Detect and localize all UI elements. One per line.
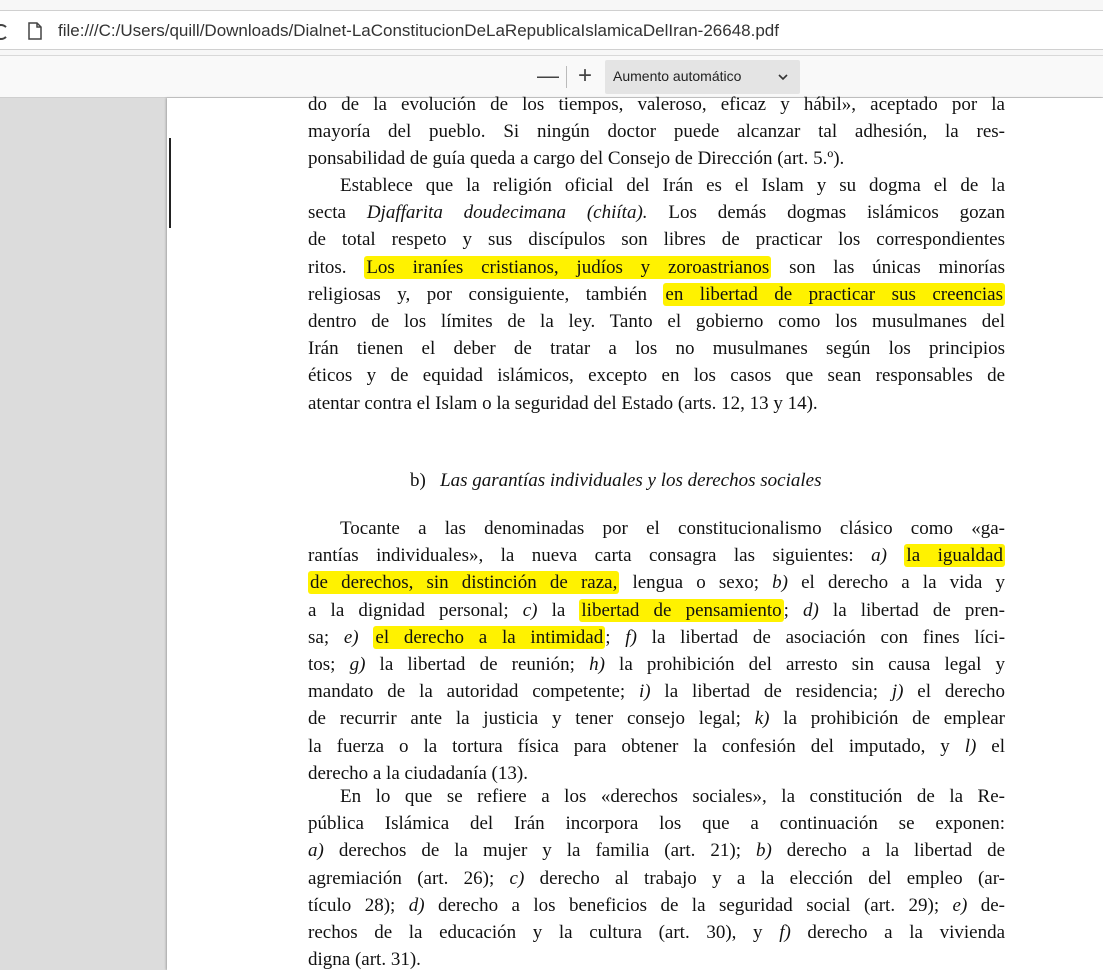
text-line: derecho a la ciudadanía (13).: [308, 762, 528, 784]
highlight[interactable]: libertad de pensamiento: [581, 599, 782, 621]
text-line: de derechos, sin distinción de raza, lengua o sexo; b) el derecho a la vida y: [310, 572, 1005, 594]
text-line: mayoría del pueblo. Si ningún doctor puede alcanzar tal adhesión, la res-: [308, 121, 1005, 143]
text-line: do de la evolución de los tiempos, valeroso, eficaz y hábil», aceptado por la: [308, 94, 1005, 115]
file-icon: [28, 22, 42, 40]
zoom-select[interactable]: [605, 60, 800, 94]
highlight[interactable]: la igualdad: [906, 545, 1003, 567]
text-line: a la dignidad personal; c) la libertad de pensamiento ; d) la libertad de pren-: [308, 599, 1005, 621]
text-line: tos; g) la libertad de reunión; h) la prohibición del arresto sin causa legal y: [308, 654, 1005, 676]
text-line: ponsabilidad de guía queda a cargo del Consejo de Dirección (art. 5.º).: [308, 148, 845, 170]
text-line: Irán tienen el deber de tratar a los no musulmanes según los principios: [308, 338, 1005, 360]
text-line: rantías individuales», la nueva carta consagra las siguientes: a) la igualdad: [308, 545, 1003, 567]
text-line: de total respeto y sus discípulos son libres de practicar los correspondientes: [308, 229, 1005, 251]
zoom-out-button[interactable]: —: [537, 63, 559, 88]
text-line: Establece que la religión oficial del Irán es el Islam y su dogma el de la: [340, 175, 1005, 196]
text-line: agremiación (art. 26); c) derecho al trabajo y a la elección del empleo (ar-: [308, 867, 1005, 889]
text-line: de recurrir ante la justicia y tener consejo legal; k) la prohibición de emplear: [308, 708, 1005, 730]
text-line: sa; e) el derecho a la intimidad ; f) la libertad de asociación con fines líci-: [308, 626, 1006, 648]
text-line: secta Djaffarita doudecimana (chiíta). Los demás dogmas islámicos gozan: [308, 202, 1005, 224]
text-line: pública Islámica del Irán incorpora los que a continuación se exponen:: [308, 813, 1005, 835]
paragraph-3: [308, 515, 1005, 787]
zoom-select-value: Aumento automático: [613, 68, 742, 84]
text-line: religiosas y, por consiguiente, también en libertad de practicar sus creencias: [308, 283, 1003, 305]
highlight[interactable]: en libertad de practicar sus creencias: [665, 283, 1003, 305]
text-line: Tocante a las denominadas por el constitucionalismo clásico como «ga-: [340, 518, 1005, 539]
zoom-in-button[interactable]: +: [577, 62, 592, 89]
text-line: tículo 28); d) derecho a los beneficios de la seguridad social (art. 29); e) de-: [308, 894, 1005, 916]
highlight[interactable]: Los iraníes cristianos, judíos y zoroastrianos: [366, 256, 770, 278]
text-line: dentro de los límites de la ley. Tanto el gobierno como los musulmanes del: [308, 311, 1005, 333]
url-text[interactable]: file:///C:/Users/quill/Downloads/Dialnet-LaConstitucionDeLaRepublicaIslamicaDelIran-26648.pdf: [58, 21, 779, 40]
text-line: ritos. Los iraníes cristianos, judíos y zoroastrianos son las únicas minorías: [308, 256, 1005, 278]
section-heading: b) Las garantías individuales y los derechos sociales: [410, 470, 822, 491]
paragraph-1: [308, 91, 1005, 173]
text-line: mandato de la autoridad competente; i) la libertad de residencia; j) el derecho: [308, 681, 1006, 703]
highlight[interactable]: el derecho a la intimidad: [375, 626, 604, 648]
text-line: éticos y de equidad islámicos, excepto en los casos que sean responsables de: [308, 365, 1005, 387]
text-line: digna (art. 31).: [308, 949, 421, 970]
text-line: a) derechos de la mujer y la familia (art. 21); b) derecho a la libertad de: [308, 840, 1006, 862]
toolbar-divider: [566, 66, 567, 88]
chevron-down-icon: [777, 71, 789, 83]
highlight[interactable]: de derechos, sin distinción de raza,: [310, 572, 618, 594]
browser-address-bar: [0, 0, 1103, 56]
paragraph-2: [308, 172, 1005, 417]
paragraph-4: [308, 783, 1005, 970]
text-line: la fuerza o la tortura física para obtener la confesión del imputado, y l) el: [308, 735, 1005, 757]
text-line: rechos de la educación y la cultura (art. 30), y f) derecho a la vivienda: [308, 922, 1006, 944]
scan-mark: [169, 138, 171, 228]
text-line: En lo que se refiere a los «derechos sociales», la constitución de la Re-: [340, 786, 1005, 807]
text-line: atentar contra el Islam o la seguridad del Estado (arts. 12, 13 y 14).: [308, 392, 818, 414]
